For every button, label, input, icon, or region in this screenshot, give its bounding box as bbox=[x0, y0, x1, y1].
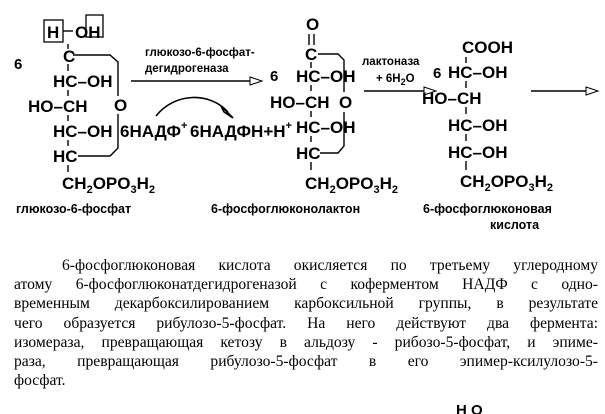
lactonase-label: лактоназа bbox=[362, 56, 420, 68]
gluconate-c5: HC–OH bbox=[448, 143, 508, 162]
lactone-c2: HC–OH bbox=[296, 67, 356, 86]
phosphogluconate-structure bbox=[422, 38, 553, 232]
glucose-top-oh: OH bbox=[75, 23, 101, 42]
lactone-ring-oxygen: O bbox=[339, 93, 353, 112]
lactone-c6: $CH_2OPO_3H_2$ bbox=[305, 174, 399, 196]
paragraph-line: фосфат. bbox=[14, 372, 66, 390]
glucose-c4: HC–OH bbox=[53, 122, 113, 141]
glucose-c1: C bbox=[63, 47, 76, 66]
paragraph-line: 6-фосфоглюконовая кислота окисляется по третьему углеродному bbox=[62, 257, 598, 274]
cofactor-curved-arrow bbox=[156, 97, 228, 116]
carboxyl-group: COOH bbox=[462, 38, 513, 57]
glucose-6-phosphate-label: глюкозо-6-фосфат bbox=[16, 202, 132, 216]
glucose-c3: HO–CH bbox=[28, 97, 88, 116]
gluconate-coefficient: 6 bbox=[433, 65, 442, 82]
next-step bbox=[531, 87, 598, 95]
glucose-top-h: H bbox=[47, 23, 60, 42]
water-reagent: + $6H_2O$ bbox=[376, 73, 415, 87]
cofactor-curved-arrowhead bbox=[221, 106, 233, 118]
body-paragraph bbox=[14, 256, 598, 390]
paragraph-line: чего образуется рибулозо-5-фосфат. На него действуют два фермента: bbox=[14, 314, 598, 332]
glucose-c6: $CH_2OPO_3H_2$ bbox=[62, 174, 156, 196]
lactone-c5: HC bbox=[296, 144, 321, 163]
phosphogluconate-label-line1: 6-фосфоглюконовая bbox=[423, 202, 552, 216]
paragraph-line: атому 6-фосфоглюконатдегидрогеназой с коферментом НАДФ с одно- bbox=[14, 276, 598, 294]
reaction-arrowhead-3 bbox=[586, 87, 598, 95]
gluconate-c4: HC–OH bbox=[448, 116, 508, 135]
paragraph-line: изомераза, превращающая кетозу в альдозу - рибозо-5-фосфат, и эпиме- bbox=[14, 333, 598, 351]
gluconate-c6: $CH_2OPO_3H_2$ bbox=[460, 172, 554, 194]
glucose-c5: HC bbox=[53, 147, 78, 166]
glucose-coefficient: 6 bbox=[14, 56, 23, 73]
enzyme-name-line2: дегидрогеназа bbox=[145, 63, 229, 75]
dehydrogenase-step bbox=[120, 47, 292, 141]
lactone-c1: C bbox=[305, 45, 318, 64]
phosphogluconolactone-structure bbox=[211, 15, 398, 216]
lactone-c3: HO–CH bbox=[270, 93, 330, 112]
gluconate-c3: HO–CH bbox=[422, 89, 482, 108]
glucose-6-phosphate-structure bbox=[14, 15, 155, 216]
cropped-next-formula: H O bbox=[456, 402, 483, 414]
paragraph-line: временным декарбоксилированием карбоксильной группы, в результате bbox=[14, 295, 598, 313]
enzyme-name-line1: глюкозо-6-фосфат- bbox=[145, 47, 255, 59]
glucose-ring-oxygen: O bbox=[114, 96, 128, 115]
paragraph-line: раза, превращающая рибулозо-5-фосфат в его эпимер-ксилулозо-5- bbox=[14, 353, 598, 371]
nadp-in: 6НАДФ+ bbox=[120, 120, 188, 141]
lactone-c4: HC–OH bbox=[296, 118, 356, 137]
lactone-carbonyl-o: O bbox=[306, 15, 320, 34]
glucose-c2: HC–OH bbox=[53, 72, 113, 91]
nadph-out: 6НАДФН+Н+ bbox=[190, 120, 292, 141]
phosphogluconolactone-label: 6-фосфоглюконолактон bbox=[211, 202, 361, 216]
phosphogluconate-label-line2: кислота bbox=[490, 218, 540, 232]
reaction-arrowhead-1 bbox=[250, 77, 262, 85]
lactone-coefficient: 6 bbox=[270, 68, 279, 85]
gluconate-c2: HC–OH bbox=[448, 63, 508, 82]
